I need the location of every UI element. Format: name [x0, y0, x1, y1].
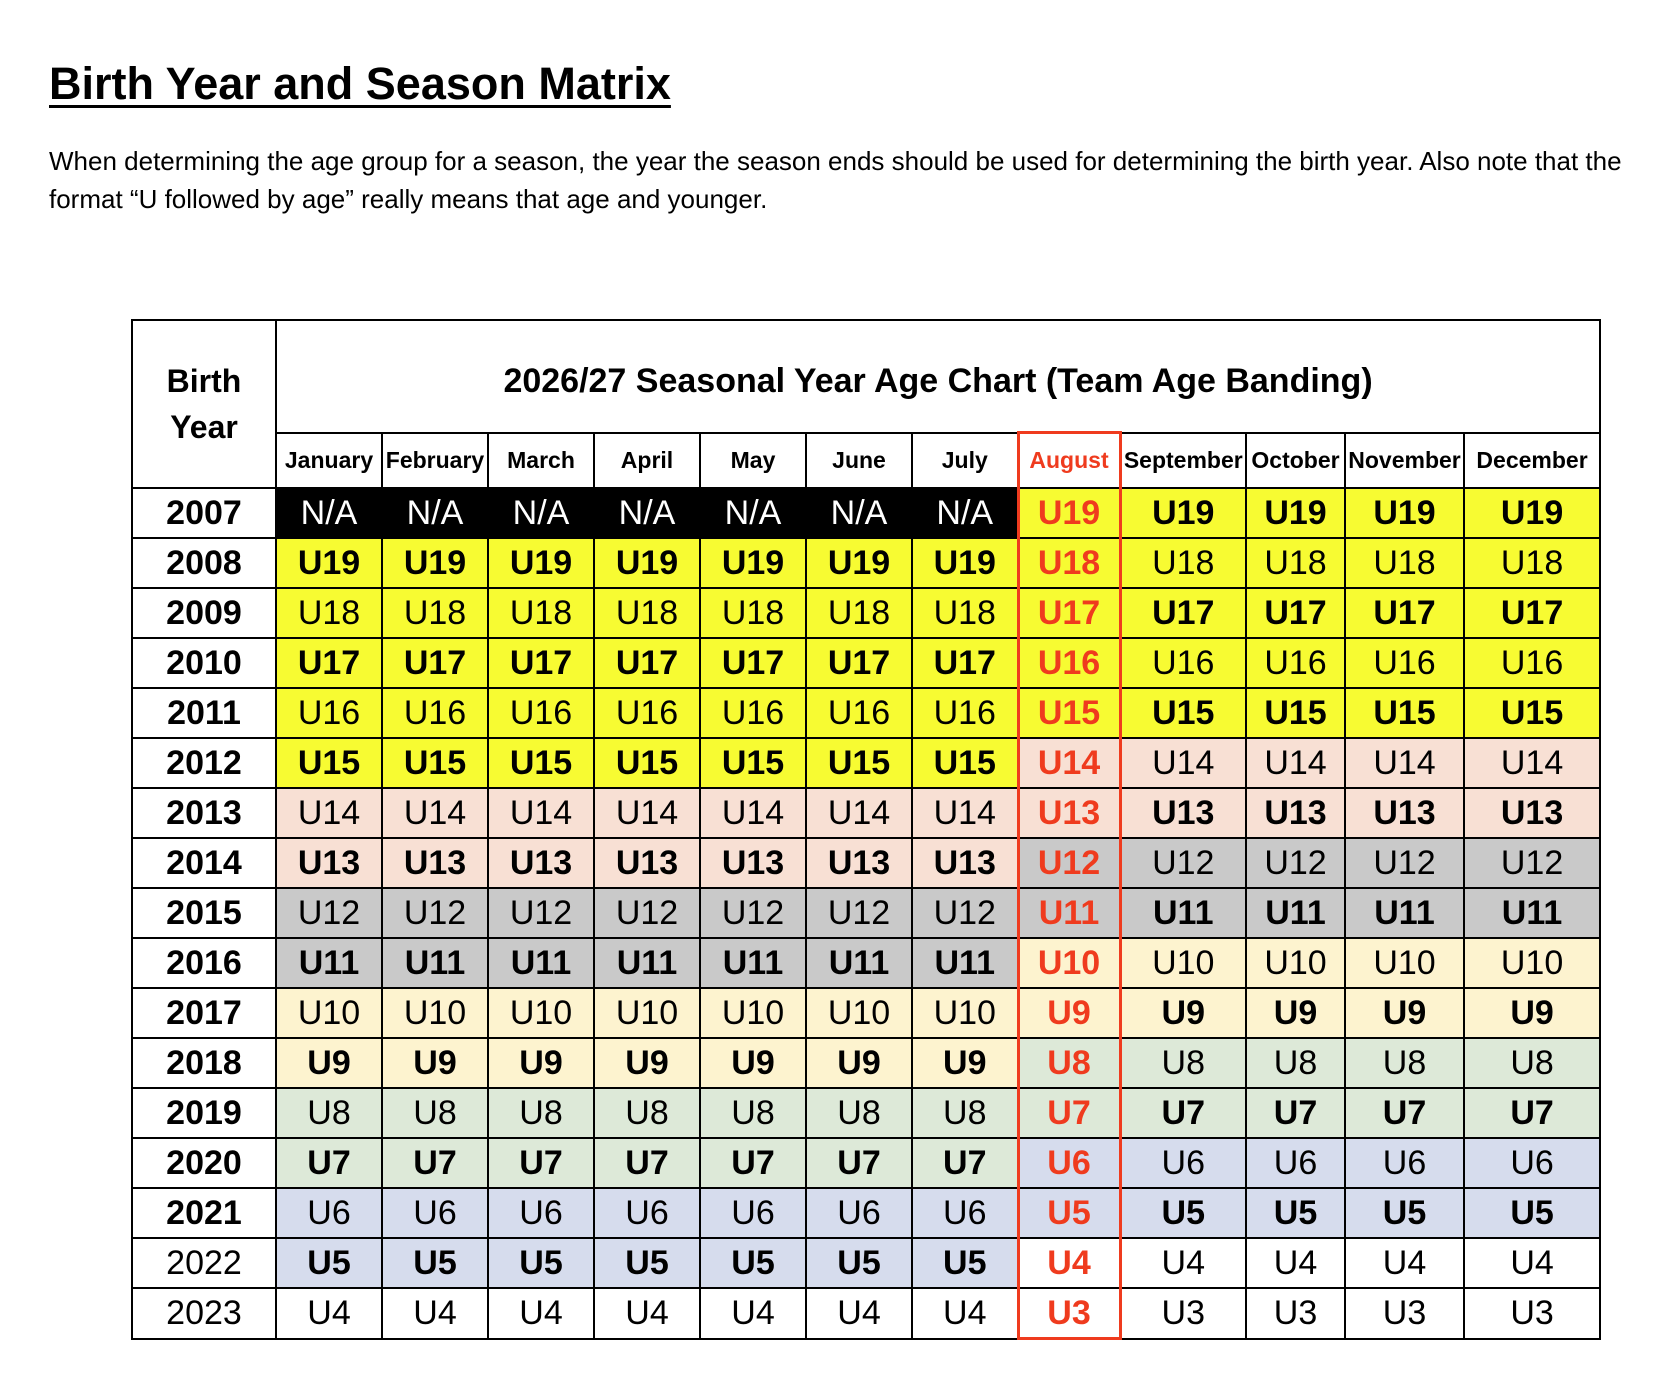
age-group-cell-january: U15: [276, 738, 382, 788]
table-row: [132, 988, 1600, 1038]
age-group-cell-august: U15: [1018, 688, 1120, 738]
age-group-cell-september: U12: [1120, 838, 1246, 888]
age-group-cell-november: U9: [1345, 988, 1464, 1038]
age-group-cell-july: U8: [912, 1088, 1018, 1138]
age-group-cell-october: U12: [1246, 838, 1345, 888]
age-group-cell-october: U9: [1246, 988, 1345, 1038]
age-group-cell-january: U10: [276, 988, 382, 1038]
age-group-cell-september: U9: [1120, 988, 1246, 1038]
age-group-cell-june: U14: [806, 788, 912, 838]
birth-year-cell: 2010: [132, 638, 276, 688]
age-group-cell-september: U19: [1120, 488, 1246, 538]
age-group-cell-june: U5: [806, 1238, 912, 1288]
age-group-cell-may: U11: [700, 938, 806, 988]
age-group-cell-november: U6: [1345, 1138, 1464, 1188]
age-group-cell-january: U8: [276, 1088, 382, 1138]
age-group-cell-april: U13: [594, 838, 700, 888]
age-group-cell-june: U13: [806, 838, 912, 888]
age-group-cell-february: U19: [382, 538, 488, 588]
age-group-cell-june: U7: [806, 1138, 912, 1188]
birth-year-cell: 2009: [132, 588, 276, 638]
age-group-cell-april: U15: [594, 738, 700, 788]
age-group-cell-june: U11: [806, 938, 912, 988]
age-group-cell-april: U12: [594, 888, 700, 938]
age-group-cell-october: U14: [1246, 738, 1345, 788]
age-group-cell-july: U6: [912, 1188, 1018, 1238]
age-group-cell-december: U4: [1464, 1238, 1600, 1288]
age-group-cell-march: U18: [488, 588, 594, 638]
age-group-cell-march: U17: [488, 638, 594, 688]
age-group-cell-july: U17: [912, 638, 1018, 688]
age-group-cell-november: U15: [1345, 688, 1464, 738]
age-group-cell-march: U9: [488, 1038, 594, 1088]
age-group-cell-july: U13: [912, 838, 1018, 888]
age-group-cell-january: U18: [276, 588, 382, 638]
month-header-september: September: [1120, 433, 1246, 489]
age-group-cell-april: N/A: [594, 488, 700, 538]
age-group-cell-june: U19: [806, 538, 912, 588]
age-group-cell-september: U6: [1120, 1138, 1246, 1188]
age-group-cell-september: U3: [1120, 1288, 1246, 1339]
age-group-cell-october: U19: [1246, 488, 1345, 538]
birth-year-cell: 2020: [132, 1138, 276, 1188]
age-group-cell-august: U19: [1018, 488, 1120, 538]
age-group-cell-july: U9: [912, 1038, 1018, 1088]
age-group-cell-march: U6: [488, 1188, 594, 1238]
birth-year-header-line2: Year: [170, 409, 238, 445]
age-group-cell-september: U18: [1120, 538, 1246, 588]
age-group-cell-november: U19: [1345, 488, 1464, 538]
age-group-cell-february: U9: [382, 1038, 488, 1088]
age-group-cell-october: U18: [1246, 538, 1345, 588]
birth-year-header-line1: Birth: [166, 363, 242, 399]
age-group-cell-november: U17: [1345, 588, 1464, 638]
table-row: [132, 788, 1600, 838]
age-group-cell-june: U12: [806, 888, 912, 938]
age-group-cell-january: U5: [276, 1238, 382, 1288]
age-group-cell-april: U5: [594, 1238, 700, 1288]
month-header-july: July: [912, 433, 1018, 489]
table-row: [132, 588, 1600, 638]
age-group-cell-may: U12: [700, 888, 806, 938]
age-group-cell-march: U5: [488, 1238, 594, 1288]
age-group-cell-august: U3: [1018, 1288, 1120, 1339]
age-group-cell-may: U4: [700, 1288, 806, 1339]
age-group-cell-july: U10: [912, 988, 1018, 1038]
age-group-cell-october: U4: [1246, 1238, 1345, 1288]
age-group-cell-june: U18: [806, 588, 912, 638]
age-group-cell-january: U16: [276, 688, 382, 738]
age-group-cell-august: U7: [1018, 1088, 1120, 1138]
age-group-cell-april: U16: [594, 688, 700, 738]
month-header-december: December: [1464, 433, 1600, 489]
age-group-cell-may: U7: [700, 1138, 806, 1188]
page-title: Birth Year and Season Matrix: [49, 58, 671, 109]
age-group-cell-february: U18: [382, 588, 488, 638]
age-group-cell-june: U8: [806, 1088, 912, 1138]
age-group-cell-february: U6: [382, 1188, 488, 1238]
age-group-cell-april: U14: [594, 788, 700, 838]
age-group-cell-december: U10: [1464, 938, 1600, 988]
age-group-cell-november: U3: [1345, 1288, 1464, 1339]
age-group-cell-august: U18: [1018, 538, 1120, 588]
birth-year-cell: 2017: [132, 988, 276, 1038]
age-group-cell-january: U9: [276, 1038, 382, 1088]
age-group-cell-february: U4: [382, 1288, 488, 1339]
age-group-cell-december: U3: [1464, 1288, 1600, 1339]
age-group-cell-november: U13: [1345, 788, 1464, 838]
age-group-cell-july: U5: [912, 1238, 1018, 1288]
age-group-cell-september: U13: [1120, 788, 1246, 838]
age-group-cell-december: U11: [1464, 888, 1600, 938]
age-group-cell-april: U11: [594, 938, 700, 988]
birth-year-cell: 2007: [132, 488, 276, 538]
age-group-cell-february: U11: [382, 938, 488, 988]
age-group-cell-march: U14: [488, 788, 594, 838]
age-group-cell-december: U19: [1464, 488, 1600, 538]
age-group-cell-march: U10: [488, 988, 594, 1038]
age-group-cell-may: U16: [700, 688, 806, 738]
table-row: [132, 488, 1600, 538]
age-group-cell-january: U11: [276, 938, 382, 988]
table-row: [132, 1038, 1600, 1088]
age-group-cell-february: U5: [382, 1238, 488, 1288]
age-group-cell-march: U8: [488, 1088, 594, 1138]
age-group-cell-december: U18: [1464, 538, 1600, 588]
age-group-cell-october: U17: [1246, 588, 1345, 638]
age-group-cell-may: U18: [700, 588, 806, 638]
age-group-cell-august: U6: [1018, 1138, 1120, 1188]
age-group-cell-february: U17: [382, 638, 488, 688]
age-group-cell-may: U14: [700, 788, 806, 838]
age-group-cell-may: U6: [700, 1188, 806, 1238]
age-group-cell-september: U16: [1120, 638, 1246, 688]
age-group-cell-august: U14: [1018, 738, 1120, 788]
age-group-cell-july: U19: [912, 538, 1018, 588]
age-group-cell-april: U6: [594, 1188, 700, 1238]
age-group-cell-march: U19: [488, 538, 594, 588]
birth-year-cell: 2013: [132, 788, 276, 838]
month-header-june: June: [806, 433, 912, 489]
age-group-cell-august: U4: [1018, 1238, 1120, 1288]
table-row: [132, 688, 1600, 738]
age-group-cell-october: U7: [1246, 1088, 1345, 1138]
age-group-cell-june: U15: [806, 738, 912, 788]
age-group-cell-july: U12: [912, 888, 1018, 938]
age-group-cell-july: U18: [912, 588, 1018, 638]
age-group-cell-november: U18: [1345, 538, 1464, 588]
month-header-may: May: [700, 433, 806, 489]
age-group-cell-june: U16: [806, 688, 912, 738]
age-group-cell-october: U13: [1246, 788, 1345, 838]
age-group-cell-october: U10: [1246, 938, 1345, 988]
birth-year-cell: 2015: [132, 888, 276, 938]
age-group-cell-august: U11: [1018, 888, 1120, 938]
age-group-cell-december: U12: [1464, 838, 1600, 888]
age-group-cell-november: U14: [1345, 738, 1464, 788]
age-group-cell-december: U6: [1464, 1138, 1600, 1188]
age-group-cell-january: U13: [276, 838, 382, 888]
age-group-cell-december: U17: [1464, 588, 1600, 638]
intro-paragraph: When determining the age group for a season, the year the season ends should be used for determining the birth year. Also note that the format “U followed by age” really means that age and younger.: [49, 146, 1622, 214]
age-group-cell-july: U14: [912, 788, 1018, 838]
age-group-cell-january: U6: [276, 1188, 382, 1238]
age-group-cell-october: U15: [1246, 688, 1345, 738]
age-group-cell-april: U4: [594, 1288, 700, 1339]
age-group-cell-august: U12: [1018, 838, 1120, 888]
age-group-cell-november: U12: [1345, 838, 1464, 888]
age-group-cell-april: U19: [594, 538, 700, 588]
table-row: [132, 1288, 1600, 1339]
age-group-cell-november: U10: [1345, 938, 1464, 988]
age-group-cell-march: U7: [488, 1138, 594, 1188]
age-group-cell-december: U16: [1464, 638, 1600, 688]
age-group-cell-april: U9: [594, 1038, 700, 1088]
age-group-cell-february: U8: [382, 1088, 488, 1138]
age-group-cell-march: U4: [488, 1288, 594, 1339]
age-group-cell-february: U14: [382, 788, 488, 838]
matrix-body: [132, 488, 1600, 1339]
month-header-february: February: [382, 433, 488, 489]
age-group-cell-november: U7: [1345, 1088, 1464, 1138]
age-group-cell-november: U16: [1345, 638, 1464, 688]
age-group-cell-december: U15: [1464, 688, 1600, 738]
age-group-cell-november: U5: [1345, 1188, 1464, 1238]
month-header-november: November: [1345, 433, 1464, 489]
table-row: [132, 1238, 1600, 1288]
age-group-cell-september: U14: [1120, 738, 1246, 788]
age-group-cell-august: U13: [1018, 788, 1120, 838]
age-group-cell-march: N/A: [488, 488, 594, 538]
age-group-cell-january: U7: [276, 1138, 382, 1188]
age-group-cell-december: U5: [1464, 1188, 1600, 1238]
birth-year-cell: 2014: [132, 838, 276, 888]
birth-year-cell: 2008: [132, 538, 276, 588]
age-group-cell-april: U10: [594, 988, 700, 1038]
age-group-cell-march: U12: [488, 888, 594, 938]
age-group-cell-may: U17: [700, 638, 806, 688]
table-row: [132, 938, 1600, 988]
age-group-cell-august: U17: [1018, 588, 1120, 638]
age-group-cell-october: U6: [1246, 1138, 1345, 1188]
age-group-cell-september: U15: [1120, 688, 1246, 738]
age-group-cell-march: U16: [488, 688, 594, 738]
age-group-cell-july: U15: [912, 738, 1018, 788]
age-group-cell-may: U13: [700, 838, 806, 888]
table-row: [132, 838, 1600, 888]
age-group-cell-february: U12: [382, 888, 488, 938]
age-group-cell-december: U13: [1464, 788, 1600, 838]
age-group-cell-january: U4: [276, 1288, 382, 1339]
birth-year-cell: 2018: [132, 1038, 276, 1088]
age-group-cell-august: U16: [1018, 638, 1120, 688]
age-group-cell-august: U8: [1018, 1038, 1120, 1088]
age-group-cell-june: U17: [806, 638, 912, 688]
age-group-cell-january: N/A: [276, 488, 382, 538]
age-group-cell-february: U13: [382, 838, 488, 888]
age-group-cell-march: U15: [488, 738, 594, 788]
age-group-cell-april: U7: [594, 1138, 700, 1188]
age-group-cell-may: U10: [700, 988, 806, 1038]
age-group-cell-december: U14: [1464, 738, 1600, 788]
age-group-cell-july: U4: [912, 1288, 1018, 1339]
age-group-cell-december: U7: [1464, 1088, 1600, 1138]
age-group-cell-may: U15: [700, 738, 806, 788]
birth-year-cell: 2019: [132, 1088, 276, 1138]
age-group-cell-may: U5: [700, 1238, 806, 1288]
birth-year-cell: 2022: [132, 1238, 276, 1288]
age-group-cell-may: U19: [700, 538, 806, 588]
age-group-cell-june: U9: [806, 1038, 912, 1088]
age-group-cell-february: U16: [382, 688, 488, 738]
age-group-cell-june: U10: [806, 988, 912, 1038]
chart-title: 2026/27 Seasonal Year Age Chart (Team Age Banding): [276, 320, 1600, 433]
age-group-cell-february: U15: [382, 738, 488, 788]
age-group-cell-march: U11: [488, 938, 594, 988]
month-header-october: October: [1246, 433, 1345, 489]
age-group-cell-july: U7: [912, 1138, 1018, 1188]
table-row: [132, 1138, 1600, 1188]
birth-year-cell: 2021: [132, 1188, 276, 1238]
age-group-cell-august: U10: [1018, 938, 1120, 988]
age-group-cell-october: U11: [1246, 888, 1345, 938]
age-group-cell-september: U17: [1120, 588, 1246, 638]
age-group-cell-july: N/A: [912, 488, 1018, 538]
birth-year-cell: 2012: [132, 738, 276, 788]
month-header-row: [132, 433, 1600, 489]
table-row: [132, 738, 1600, 788]
month-header-march: March: [488, 433, 594, 489]
table-row: [132, 538, 1600, 588]
age-group-cell-february: N/A: [382, 488, 488, 538]
birth-year-cell: 2023: [132, 1288, 276, 1339]
age-group-cell-may: U9: [700, 1038, 806, 1088]
age-group-cell-february: U7: [382, 1138, 488, 1188]
age-group-cell-march: U13: [488, 838, 594, 888]
age-group-cell-april: U8: [594, 1088, 700, 1138]
age-group-cell-may: U8: [700, 1088, 806, 1138]
month-header-august: August: [1018, 433, 1120, 489]
age-group-cell-june: N/A: [806, 488, 912, 538]
age-group-cell-november: U4: [1345, 1238, 1464, 1288]
age-group-cell-september: U5: [1120, 1188, 1246, 1238]
age-group-cell-october: U8: [1246, 1038, 1345, 1088]
birth-year-header: [132, 320, 276, 488]
age-group-cell-january: U19: [276, 538, 382, 588]
age-group-cell-november: U11: [1345, 888, 1464, 938]
birth-year-cell: 2011: [132, 688, 276, 738]
age-group-cell-june: U4: [806, 1288, 912, 1339]
age-group-cell-february: U10: [382, 988, 488, 1038]
age-group-cell-january: U17: [276, 638, 382, 688]
birth-year-cell: 2016: [132, 938, 276, 988]
age-group-cell-september: U10: [1120, 938, 1246, 988]
age-group-cell-april: U17: [594, 638, 700, 688]
age-group-cell-november: U8: [1345, 1038, 1464, 1088]
age-group-cell-may: N/A: [700, 488, 806, 538]
month-header-april: April: [594, 433, 700, 489]
age-group-cell-april: U18: [594, 588, 700, 638]
age-group-cell-july: U11: [912, 938, 1018, 988]
age-group-cell-july: U16: [912, 688, 1018, 738]
table-row: [132, 638, 1600, 688]
age-group-cell-december: U9: [1464, 988, 1600, 1038]
table-row: [132, 888, 1600, 938]
age-group-cell-august: U5: [1018, 1188, 1120, 1238]
age-matrix-table: [131, 319, 1601, 1340]
age-group-cell-october: U16: [1246, 638, 1345, 688]
month-header-january: January: [276, 433, 382, 489]
age-group-cell-december: U8: [1464, 1038, 1600, 1088]
age-group-cell-september: U7: [1120, 1088, 1246, 1138]
age-group-cell-june: U6: [806, 1188, 912, 1238]
age-group-cell-september: U8: [1120, 1038, 1246, 1088]
age-group-cell-january: U14: [276, 788, 382, 838]
age-group-cell-september: U11: [1120, 888, 1246, 938]
table-row: [132, 1088, 1600, 1138]
age-group-cell-october: U5: [1246, 1188, 1345, 1238]
age-group-cell-september: U4: [1120, 1238, 1246, 1288]
table-row: [132, 1188, 1600, 1238]
age-group-cell-october: U3: [1246, 1288, 1345, 1339]
age-group-cell-january: U12: [276, 888, 382, 938]
age-group-cell-august: U9: [1018, 988, 1120, 1038]
